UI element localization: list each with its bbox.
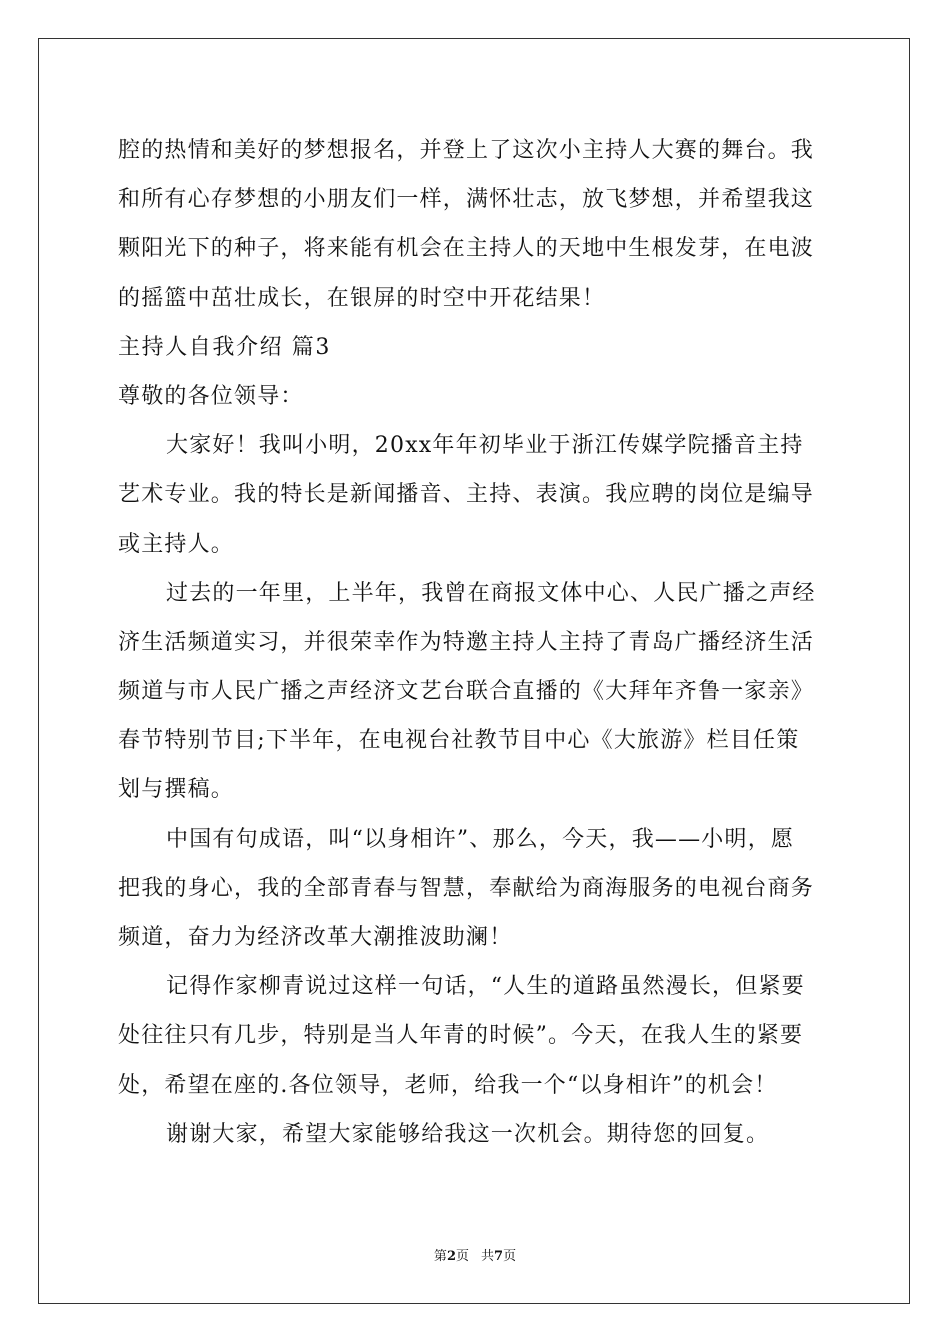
paragraph-line: 的摇篮中茁壮成长，在银屏的时空中开花结果！ [118,285,606,311]
total-prefix: 共 [481,1249,495,1264]
paragraph-line: 谢谢大家，希望大家能够给我这一次机会。期待您的回复。 [166,1121,770,1147]
paragraph-line: 划与撰稿。 [118,777,235,803]
total-suffix: 页 [503,1249,517,1264]
section-heading: 主持人自我介绍 篇3 [118,334,331,360]
paragraph-line: 把我的身心，我的全部青春与智慧，奉献给为商海服务的电视台商务 [118,875,815,901]
paragraph-line: 处往往只有几步，特别是当人年青的时候”。今天，在我人生的紧要 [118,1023,804,1049]
paragraph-line: 记得作家柳青说过这样一句话，“人生的道路虽然漫长，但紧要 [166,974,805,1000]
salutation: 尊敬的各位领导： [118,383,304,409]
page-footer [0,1249,950,1265]
total-page-number: 7 [494,1249,504,1264]
current-page-number: 2 [446,1249,456,1264]
paragraph-line: 和所有心存梦想的小朋友们一样，满怀壮志，放飞梦想，并希望我这 [118,187,815,213]
paragraph-line: 颗阳光下的种子，将来能有机会在主持人的天地中生根发芽，在电波 [118,236,815,262]
paragraph-line: 频道，奋力为经济改革大潮推波助澜！ [118,925,513,950]
paragraph-line: 频道与市人民广播之声经济文艺台联合直播的《大拜年齐鲁一家亲》 [118,679,815,705]
document-body [118,126,834,1159]
page-suffix: 页 [455,1249,469,1264]
paragraph-line: 大家好！我叫小明，20xx年年初毕业于浙江传媒学院播音主持 [166,433,804,459]
paragraph-line: 中国有句成语，叫“以身相许”、那么，今天，我——小明，愿 [166,826,795,852]
paragraph-line: 腔的热情和美好的梦想报名，并登上了这次小主持人大赛的舞台。我 [118,138,815,163]
paragraph-line: 春节特别节目;下半年，在电视台社教节目中心《大旅游》栏目任策 [118,728,800,754]
paragraph-line: 艺术专业。我的特长是新闻播音、主持、表演。我应聘的岗位是编导 [118,482,815,508]
paragraph-line: 济生活频道实习，并很荣幸作为特邀主持人主持了青岛广播经济生活 [118,629,815,655]
paragraph-line: 或主持人。 [118,531,235,557]
page-prefix: 第 [433,1249,447,1264]
paragraph-line: 处，希望在座的.各位领导，老师，给我一个“以身相许”的机会！ [118,1072,778,1098]
paragraph-line: 过去的一年里，上半年，我曾在商报文体中心、人民广播之声经 [166,580,816,606]
